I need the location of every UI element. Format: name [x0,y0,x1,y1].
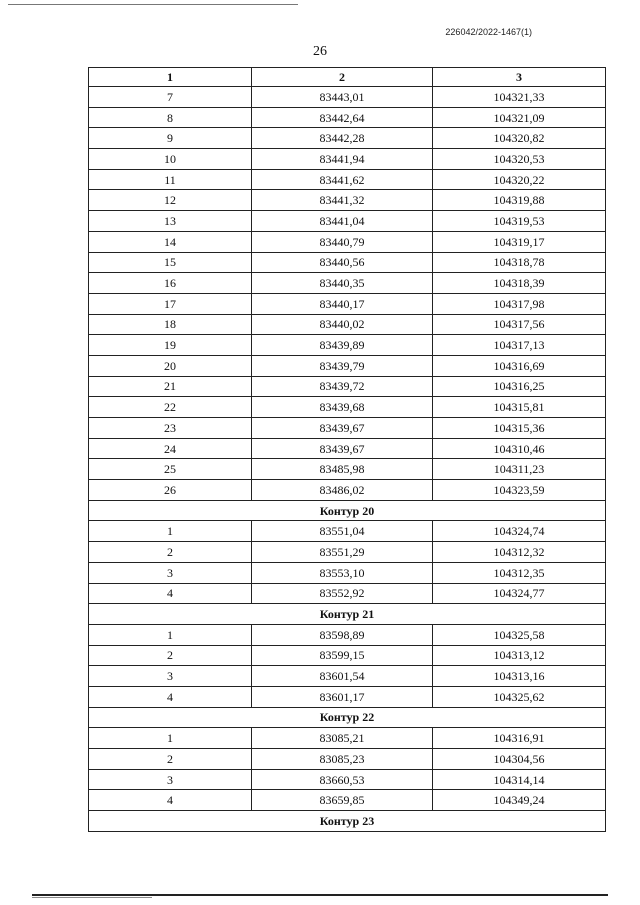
contour-row [89,500,606,521]
table-row [89,418,606,439]
document-number: 226042/2022-1467(1) [445,27,532,37]
table-row [89,790,606,811]
point-number-cell: 1 [89,521,252,542]
coordinates-table [88,67,606,832]
y-coordinate-cell: 104313,12 [433,645,606,666]
page-number: 26 [313,44,327,59]
x-coordinate-cell: 83552,92 [252,583,433,604]
y-coordinate-cell: 104304,56 [433,749,606,770]
point-number-cell: 19 [89,335,252,356]
point-number-cell: 23 [89,418,252,439]
y-coordinate-cell: 104314,14 [433,769,606,790]
y-coordinate-cell: 104325,62 [433,686,606,707]
x-coordinate-cell: 83439,67 [252,418,433,439]
y-coordinate-cell: 104324,77 [433,583,606,604]
point-number-cell: 2 [89,542,252,563]
x-coordinate-cell: 83599,15 [252,645,433,666]
x-coordinate-cell: 83085,21 [252,728,433,749]
y-coordinate-cell: 104312,35 [433,562,606,583]
x-coordinate-cell: 83486,02 [252,480,433,501]
contour-title: Контур 21 [89,604,606,625]
table-row [89,728,606,749]
contour-title: Контур 22 [89,707,606,728]
contour-title: Контур 20 [89,500,606,521]
table-row [89,624,606,645]
contour-row [89,811,606,832]
x-coordinate-cell: 83441,62 [252,169,433,190]
point-number-cell: 21 [89,376,252,397]
point-number-cell: 13 [89,211,252,232]
x-coordinate-cell: 83439,67 [252,438,433,459]
table-row [89,335,606,356]
y-coordinate-cell: 104318,78 [433,252,606,273]
point-number-cell: 4 [89,583,252,604]
column-header-y: 3 [433,68,606,87]
x-coordinate-cell: 83440,56 [252,252,433,273]
point-number-cell: 18 [89,314,252,335]
contour-row [89,604,606,625]
point-number-cell: 17 [89,293,252,314]
table-row [89,211,606,232]
point-number-cell: 1 [89,624,252,645]
y-coordinate-cell: 104316,69 [433,355,606,376]
point-number-cell: 7 [89,87,252,108]
y-coordinate-cell: 104323,59 [433,480,606,501]
table-row [89,769,606,790]
table-header [89,68,606,87]
x-coordinate-cell: 83601,17 [252,686,433,707]
y-coordinate-cell: 104312,32 [433,542,606,563]
y-coordinate-cell: 104324,74 [433,521,606,542]
table-row [89,397,606,418]
table-row [89,480,606,501]
x-coordinate-cell: 83443,01 [252,87,433,108]
point-number-cell: 2 [89,645,252,666]
point-number-cell: 16 [89,273,252,294]
table-row [89,562,606,583]
x-coordinate-cell: 83553,10 [252,562,433,583]
point-number-cell: 3 [89,769,252,790]
x-coordinate-cell: 83551,04 [252,521,433,542]
contour-row [89,707,606,728]
point-number-cell: 22 [89,397,252,418]
y-coordinate-cell: 104321,09 [433,107,606,128]
x-coordinate-cell: 83659,85 [252,790,433,811]
x-coordinate-cell: 83442,64 [252,107,433,128]
y-coordinate-cell: 104319,88 [433,190,606,211]
table-row [89,645,606,666]
point-number-cell: 2 [89,749,252,770]
table-row [89,149,606,170]
point-number-cell: 20 [89,355,252,376]
table-row [89,749,606,770]
point-number-cell: 26 [89,480,252,501]
bottom-rule [32,894,608,896]
x-coordinate-cell: 83440,17 [252,293,433,314]
x-coordinate-cell: 83440,79 [252,231,433,252]
x-coordinate-cell: 83439,79 [252,355,433,376]
point-number-cell: 3 [89,562,252,583]
contour-title: Контур 23 [89,811,606,832]
table-row [89,293,606,314]
y-coordinate-cell: 104319,53 [433,211,606,232]
y-coordinate-cell: 104320,53 [433,149,606,170]
x-coordinate-cell: 83660,53 [252,769,433,790]
column-header-x: 2 [252,68,433,87]
table-row [89,686,606,707]
point-number-cell: 11 [89,169,252,190]
table-row [89,314,606,335]
point-number-cell: 15 [89,252,252,273]
table-row [89,252,606,273]
point-number-cell: 24 [89,438,252,459]
top-rule [8,4,298,5]
y-coordinate-cell: 104317,56 [433,314,606,335]
y-coordinate-cell: 104316,25 [433,376,606,397]
table-row [89,107,606,128]
y-coordinate-cell: 104315,36 [433,418,606,439]
point-number-cell: 25 [89,459,252,480]
table-row [89,273,606,294]
y-coordinate-cell: 104319,17 [433,231,606,252]
y-coordinate-cell: 104320,82 [433,128,606,149]
x-coordinate-cell: 83551,29 [252,542,433,563]
x-coordinate-cell: 83439,68 [252,397,433,418]
y-coordinate-cell: 104320,22 [433,169,606,190]
table-row [89,87,606,108]
table-row [89,666,606,687]
x-coordinate-cell: 83441,94 [252,149,433,170]
table-row [89,521,606,542]
y-coordinate-cell: 104318,39 [433,273,606,294]
x-coordinate-cell: 83601,54 [252,666,433,687]
x-coordinate-cell: 83485,98 [252,459,433,480]
y-coordinate-cell: 104317,13 [433,335,606,356]
y-coordinate-cell: 104325,58 [433,624,606,645]
x-coordinate-cell: 83441,32 [252,190,433,211]
table-row [89,459,606,480]
point-number-cell: 10 [89,149,252,170]
x-coordinate-cell: 83442,28 [252,128,433,149]
point-number-cell: 1 [89,728,252,749]
table-row [89,376,606,397]
point-number-cell: 8 [89,107,252,128]
point-number-cell: 9 [89,128,252,149]
y-coordinate-cell: 104315,81 [433,397,606,418]
point-number-cell: 3 [89,666,252,687]
table-row [89,190,606,211]
x-coordinate-cell: 83441,04 [252,211,433,232]
point-number-cell: 4 [89,686,252,707]
table-row [89,542,606,563]
point-number-cell: 4 [89,790,252,811]
y-coordinate-cell: 104321,33 [433,87,606,108]
x-coordinate-cell: 83440,35 [252,273,433,294]
x-coordinate-cell: 83440,02 [252,314,433,335]
x-coordinate-cell: 83598,89 [252,624,433,645]
point-number-cell: 12 [89,190,252,211]
y-coordinate-cell: 104311,23 [433,459,606,480]
x-coordinate-cell: 83439,72 [252,376,433,397]
column-header-point: 1 [89,68,252,87]
y-coordinate-cell: 104349,24 [433,790,606,811]
x-coordinate-cell: 83085,23 [252,749,433,770]
header-row [89,68,606,87]
y-coordinate-cell: 104313,16 [433,666,606,687]
y-coordinate-cell: 104310,46 [433,438,606,459]
table-row [89,583,606,604]
bottom-rule-thin [32,897,152,898]
table-row [89,438,606,459]
table-row [89,355,606,376]
point-number-cell: 14 [89,231,252,252]
table-row [89,231,606,252]
y-coordinate-cell: 104317,98 [433,293,606,314]
x-coordinate-cell: 83439,89 [252,335,433,356]
table-body [89,87,606,832]
table-row [89,128,606,149]
table-row [89,169,606,190]
y-coordinate-cell: 104316,91 [433,728,606,749]
